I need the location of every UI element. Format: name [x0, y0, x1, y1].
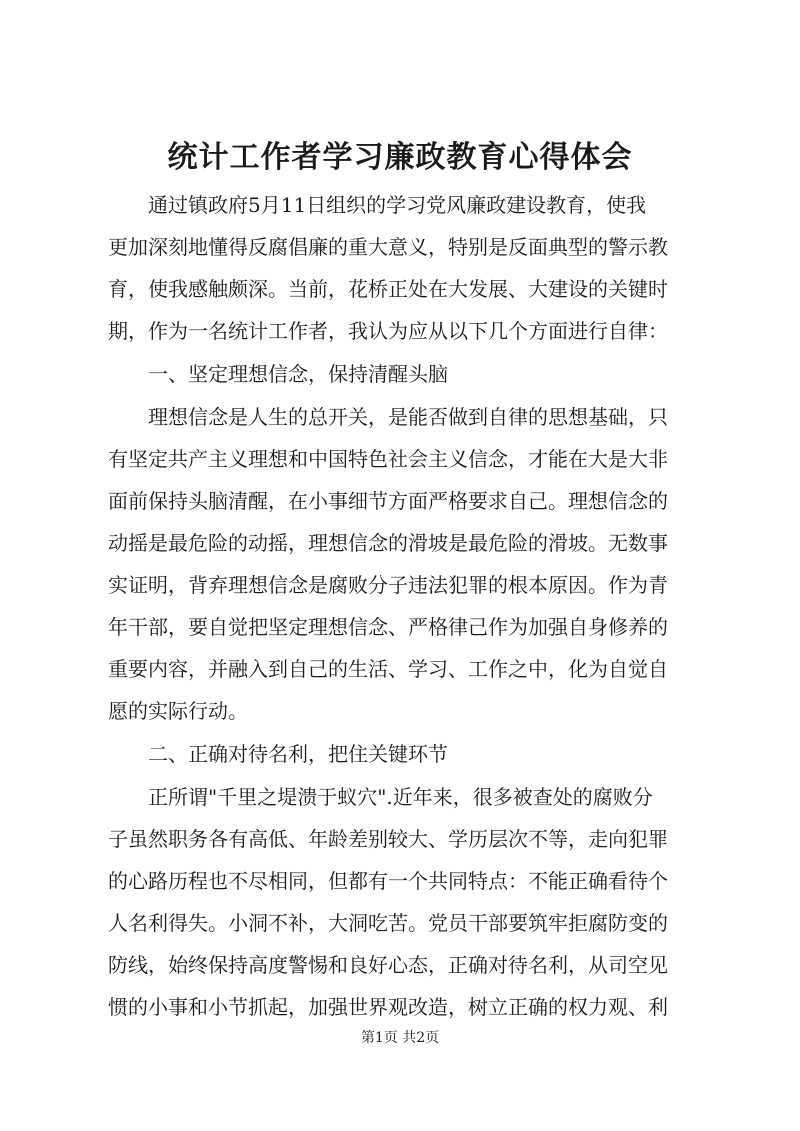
document-body: [108, 184, 704, 1028]
paragraph-line: 更加深刻地懂得反腐倡廉的重大意义，特别是反面典型的警示教: [108, 235, 668, 259]
paragraph-line: 愿的实际行动。: [108, 699, 248, 723]
paragraph-line: 实证明，背弃理想信念是腐败分子违法犯罪的根本原因。作为青: [108, 573, 668, 597]
paragraph-line: 正所谓"千里之堤溃于蚁穴".近年来，很多被查处的腐败分: [108, 785, 653, 809]
page-number-footer: 第1页 共2页: [360, 1030, 440, 1046]
paragraph-line: 通过镇政府5月11日组织的学习党风廉政建设教育，使我: [108, 193, 647, 217]
paragraph-line: 期，作为一名统计工作者，我认为应从以下几个方面进行自律：: [108, 319, 668, 343]
paragraph-line: 重要内容，并融入到自己的生活、学习、工作之中，化为自觉自: [108, 657, 668, 681]
paragraph-line: 子虽然职务各有高低、年龄差别较大、学历层次不等，走向犯罪: [108, 827, 668, 851]
paragraph-line: 育，使我感触颇深。当前，花桥正处在大发展、大建设的关键时: [108, 277, 668, 301]
paragraph-line: 年干部，要自觉把坚定理想信念、严格律己作为加强自身修养的: [108, 615, 668, 639]
paragraph-line: 人名利得失。小洞不补，大洞吃苦。党员干部要筑牢拒腐防变的: [108, 911, 668, 935]
paragraph-line: 有坚定共产主义理想和中国特色社会主义信念，才能在大是大非: [108, 447, 668, 471]
document-title: 统计工作者学习廉政教育心得体会: [167, 140, 633, 175]
paragraph-line: 面前保持头脑清醒，在小事细节方面严格要求自己。理想信念的: [108, 489, 668, 513]
section-heading: 一、坚定理想信念，保持清醒头脑: [108, 362, 448, 386]
paragraph-line: 防线，始终保持高度警惕和良好心态，正确对待名利，从司空见: [108, 953, 668, 977]
paragraph-line: 的心路历程也不尽相同，但都有一个共同特点：不能正确看待个: [108, 869, 668, 893]
paragraph-line: 惯的小事和小节抓起，加强世界观改造，树立正确的权力观、利: [108, 995, 668, 1019]
paragraph-line: 理想信念是人生的总开关，是能否做到自律的思想基础，只: [108, 405, 668, 429]
section-heading: 二、正确对待名利，把住关键环节: [108, 742, 448, 766]
paragraph-line: 动摇是最危险的动摇，理想信念的滑坡是最危险的滑坡。无数事: [108, 531, 668, 555]
